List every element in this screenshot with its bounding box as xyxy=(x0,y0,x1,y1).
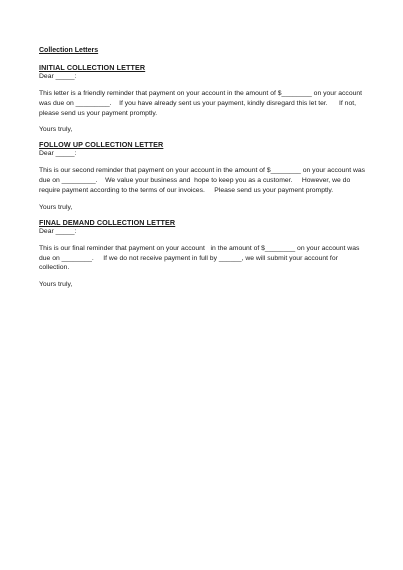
body-line: This is our second reminder that payment on your account in the amount of $________ on your account was xyxy=(39,167,366,175)
section-heading: INITIAL COLLECTION LETTER xyxy=(39,63,146,72)
letter-section-final-demand xyxy=(39,218,361,290)
letter-body xyxy=(39,89,361,118)
salutation: Dear _____: xyxy=(39,150,77,158)
body-line: due on _________. We value your business and hope to keep you as a customer. However, we do xyxy=(39,177,351,185)
section-heading: FINAL DEMAND COLLECTION LETTER xyxy=(39,217,176,227)
section-heading: FOLLOW UP COLLECTION LETTER xyxy=(39,140,164,150)
body-line: collection. xyxy=(39,264,70,272)
letter-body xyxy=(39,166,366,195)
document-content xyxy=(39,46,366,295)
letter-section-initial xyxy=(39,63,361,135)
body-line: This letter is a friendly reminder that payment on your account in the amount of $________ on your account xyxy=(39,90,363,97)
body-line: was due on _________. If you have already sent us your payment, kindly disregard this let ter. If not, xyxy=(39,99,356,107)
body-line: require payment according to the terms of our invoices. Please send us your payment promptly. xyxy=(39,186,334,194)
salutation: Dear _____: xyxy=(39,73,77,80)
document-title: Collection Letters xyxy=(39,47,99,54)
closing: Yours truly, xyxy=(39,203,73,211)
body-line: please send us your payment promptly. xyxy=(39,109,158,117)
closing: Yours truly, xyxy=(39,126,73,134)
closing: Yours truly, xyxy=(39,281,73,289)
body-line: due on ________. If we do not receive payment in full by ______, we will submit your account for xyxy=(39,254,338,262)
body-line: This is our final reminder that payment on your account in the amount of $________ on your account was xyxy=(39,244,360,252)
letter-body xyxy=(39,244,361,273)
letter-section-follow-up xyxy=(39,140,366,212)
salutation: Dear _____: xyxy=(39,227,77,235)
